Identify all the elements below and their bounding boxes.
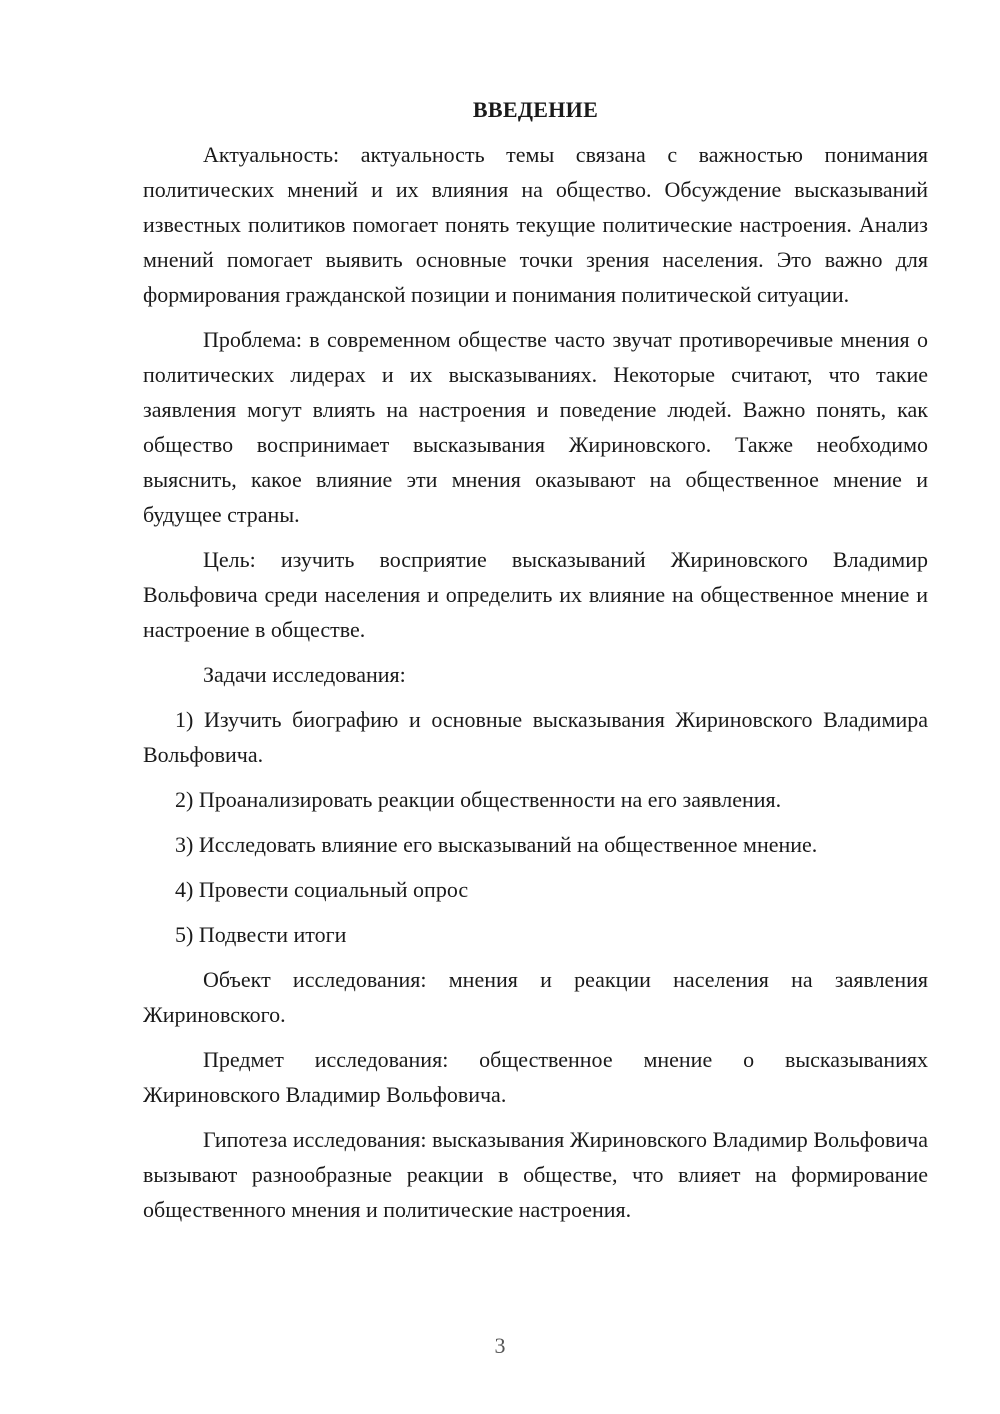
- paragraph-problem: Проблема: в современном обществе часто звучат противоречивые мнения о политических лидерах и их высказываниях. Некоторые считают, что такие заявления могут влиять на настроения и поведение людей. Важно понять, как общество воспринимает высказывания Жириновского. Также необходимо выяснить, какое влияние эти мнения оказывают на общественное мнение и будущее страны.: [143, 327, 928, 527]
- page-number: 3: [494, 1333, 506, 1358]
- task-item: 3) Исследовать влияние его высказываний на общественное мнение.: [175, 832, 818, 857]
- paragraph-relevance: Актуальность: актуальность темы связана с важностью понимания политических мнений и их влияния на общество. Обсуждение высказываний известных политиков помогает понять текущие политические настроения. Анализ мнений помогает выявить основные точки зрения населения. Это важно для формирования гражданской позиции и понимания политической ситуации.: [143, 142, 928, 307]
- paragraph-object: Объект исследования: мнения и реакции населения на заявления Жириновского.: [143, 967, 928, 1027]
- task-item: 4) Провести социальный опрос: [175, 877, 469, 902]
- task-item: 1) Изучить биографию и основные высказывания Жириновского Владимира Вольфовича.: [143, 707, 928, 767]
- task-item: 2) Проанализировать реакции общественности на его заявления.: [175, 787, 782, 812]
- paragraph-hypothesis: Гипотеза исследования: высказывания Жириновского Владимир Вольфовича вызывают разнообразные реакции в обществе, что влияет на формирование общественного мнения и политические настроения.: [143, 1127, 928, 1222]
- tasks-heading: Задачи исследования:: [203, 662, 406, 687]
- task-item: 5) Подвести итоги: [175, 922, 347, 947]
- section-title: ВВЕДЕНИЕ: [472, 97, 599, 122]
- paragraph-goal: Цель: изучить восприятие высказываний Жириновского Владимир Вольфовича среди населения и определить их влияние на общественное мнение и настроение в обществе.: [143, 547, 928, 642]
- document-body: [143, 95, 928, 1237]
- paragraph-subject: Предмет исследования: общественное мнение о высказываниях Жириновского Владимир Вольфовича.: [143, 1047, 928, 1107]
